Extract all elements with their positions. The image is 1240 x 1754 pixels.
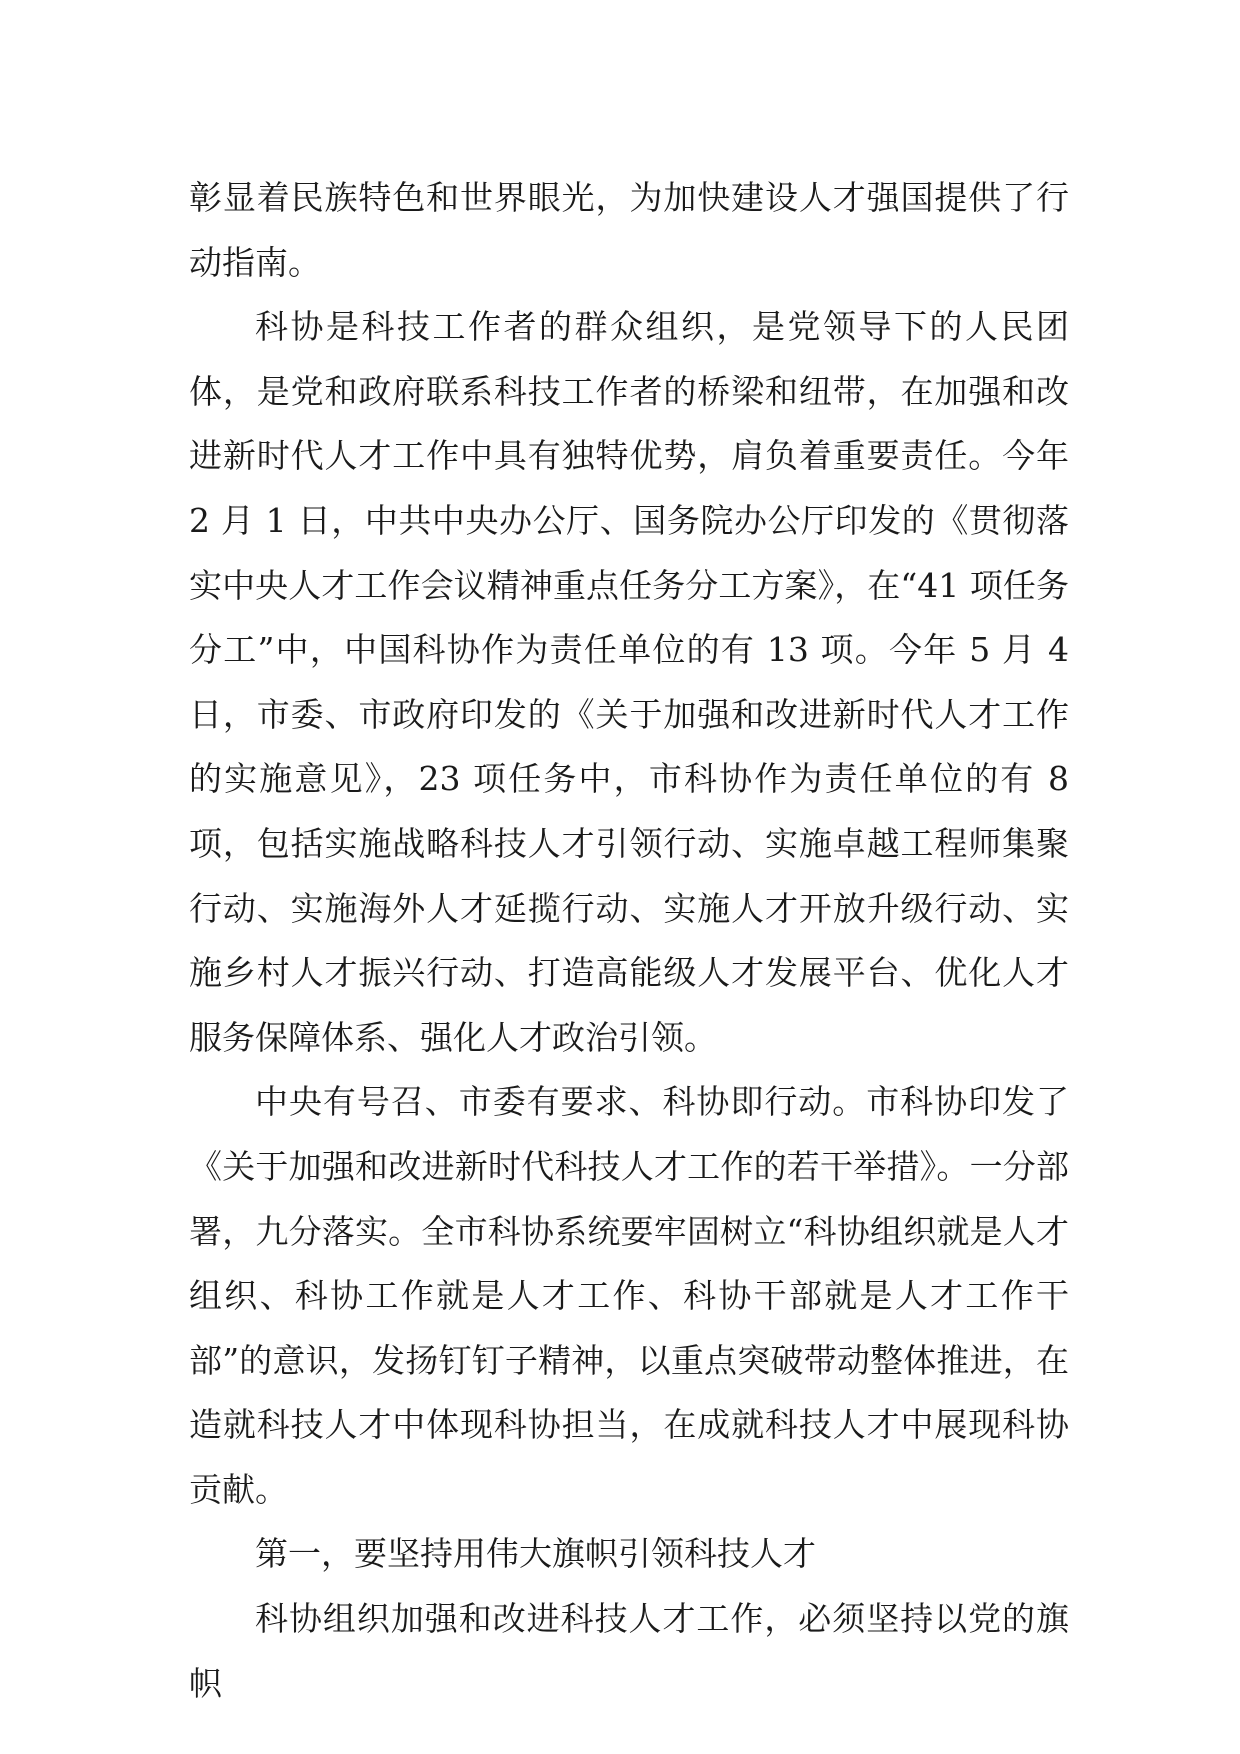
paragraph-continuation: 彰显着民族特色和世界眼光，为加快建设人才强国提供了行动指南。 bbox=[189, 178, 1069, 282]
document-body bbox=[189, 166, 1069, 1716]
paragraph-first-point: 科协组织加强和改进科技人才工作，必须坚持以党的旗帜 bbox=[189, 1599, 1069, 1703]
paragraph-kexie-action: 中央有号召、市委有要求、科协即行动。市科协印发了《关于加强和改进新时代科技人才工作的若干举措》。一分部署，九分落实。全市科协系统要牢固树立“科协组织就是人才组织、科协工作就是人才工作、科协干部就是人才工作干部”的意识，发扬钉钉子精神，以重点突破带动整体推进，在造就科技人才中体现科协担当，在成就科技人才中展现科协贡献。 bbox=[189, 1082, 1069, 1509]
section-heading-first: 第一，要坚持用伟大旗帜引领科技人才 bbox=[255, 1534, 816, 1574]
paragraph-kexie-role: 科协是科技工作者的群众组织，是党领导下的人民团体，是党和政府联系科技工作者的桥梁和纽带，在加强和改进新时代人才工作中具有独特优势，肩负着重要责任。今年 2 月 1 日，中共中央办公厅、国务院办公厅印发的《贯彻落实中央人才工作会议精神重点任务分工方案》，在“41 项任务分工”中，中国科协作为责任单位的有 13 项。今年 5 月 4 日，市委、市政府印发的《关于加强和改进新时代人才工作的实施意见》，23 项任务中，市科协作为责任单位的有 8 项，包括实施战略科技人才引领行动、实施卓越工程师集聚行动、实施海外人才延揽行动、实施人才开放升级行动、实施乡村人才振兴行动、打造高能级人才发展平台、优化人才服务保障体系、强化人才政治引领。 bbox=[189, 307, 1069, 1057]
